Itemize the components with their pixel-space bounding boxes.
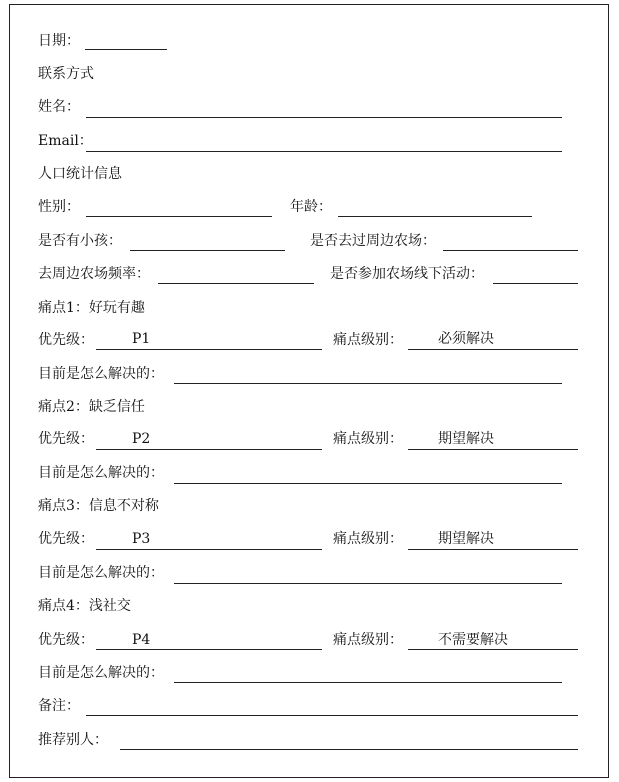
referral-field[interactable] [120, 749, 578, 750]
notes-field[interactable] [86, 715, 578, 716]
date-label: 日期： [38, 33, 80, 49]
level-field[interactable] [408, 549, 578, 550]
priority-field[interactable] [96, 449, 322, 450]
farm-frequency-field[interactable] [158, 283, 314, 284]
level-value: 期望解决 [438, 431, 494, 447]
priority-value: P3 [132, 531, 151, 547]
level-field[interactable] [408, 449, 578, 450]
priority-value: P4 [132, 632, 151, 648]
priority-label: 优先级： [38, 431, 94, 447]
level-label: 痛点级别： [333, 531, 403, 547]
visited-farm-field[interactable] [443, 250, 578, 251]
level-value: 必须解决 [438, 331, 494, 347]
pain-point-title: 痛点4：浅社交 [38, 598, 131, 614]
solution-field[interactable] [174, 682, 562, 683]
referral-label: 推荐别人： [38, 732, 108, 748]
pain-point-title: 痛点1：好玩有趣 [38, 300, 145, 316]
notes-label: 备注： [38, 698, 80, 714]
visited-farm-label: 是否去过周边农场： [310, 233, 436, 249]
name-label: 姓名： [38, 99, 80, 115]
farm-frequency-label: 去周边农场频率： [38, 266, 150, 282]
priority-value: P1 [132, 331, 151, 347]
pain-point-title: 痛点3：信息不对称 [38, 498, 159, 514]
level-value: 期望解决 [438, 531, 494, 547]
solution-label: 目前是怎么解决的： [38, 665, 164, 681]
solution-field[interactable] [174, 583, 562, 584]
has-kids-label: 是否有小孩： [38, 233, 122, 249]
level-field[interactable] [408, 349, 578, 350]
date-field[interactable] [85, 49, 167, 50]
offline-activity-label: 是否参加农场线下活动： [330, 266, 484, 282]
priority-field[interactable] [96, 349, 322, 350]
name-field[interactable] [86, 117, 562, 118]
pain-point-title: 痛点2：缺乏信任 [38, 399, 145, 415]
priority-field[interactable] [96, 549, 322, 550]
solution-field[interactable] [174, 383, 562, 384]
level-label: 痛点级别： [333, 632, 403, 648]
offline-activity-field[interactable] [493, 283, 578, 284]
solution-label: 目前是怎么解决的： [38, 465, 164, 481]
priority-label: 优先级： [38, 531, 94, 547]
solution-field[interactable] [174, 483, 562, 484]
solution-label: 目前是怎么解决的： [38, 366, 164, 382]
contact-heading: 联系方式 [38, 66, 94, 82]
priority-value: P2 [132, 431, 151, 447]
priority-field[interactable] [96, 649, 322, 650]
level-value: 不需要解决 [438, 632, 508, 648]
gender-label: 性别： [38, 199, 80, 215]
solution-label: 目前是怎么解决的： [38, 565, 164, 581]
form-sheet [9, 4, 609, 778]
gender-field[interactable] [86, 216, 272, 217]
has-kids-field[interactable] [130, 250, 285, 251]
demographics-heading: 人口统计信息 [38, 166, 122, 182]
email-field[interactable] [86, 151, 562, 152]
email-label: Email： [38, 133, 93, 149]
level-label: 痛点级别： [333, 332, 403, 348]
priority-label: 优先级： [38, 332, 94, 348]
level-label: 痛点级别： [333, 431, 403, 447]
age-label: 年龄： [290, 199, 332, 215]
priority-label: 优先级： [38, 632, 94, 648]
age-field[interactable] [338, 216, 532, 217]
level-field[interactable] [408, 649, 578, 650]
